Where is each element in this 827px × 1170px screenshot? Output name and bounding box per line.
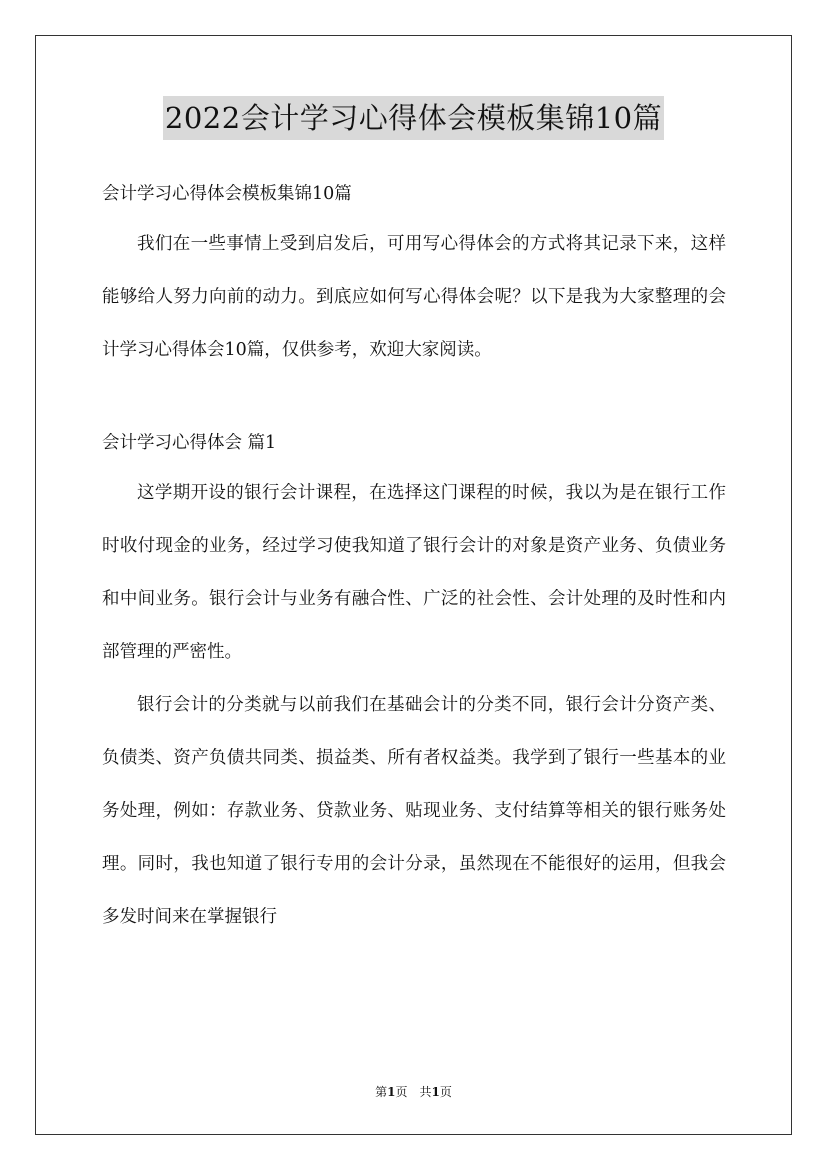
page-mid: 页 共	[395, 1085, 432, 1099]
body-paragraph: 这学期开设的银行会计课程，在选择这门课程的时候，我以为是在银行工作时收付现金的业务，经过学习使我知道了银行会计的对象是资产业务、负债业务和中间业务。银行会计与业务有融合性、广泛的社会性、会计处理的及时性和内部管理的严密性。	[102, 483, 726, 662]
page-current: 1	[387, 1085, 396, 1099]
document-body	[102, 170, 726, 944]
intro-paragraph: 我们在一些事情上受到启发后，可用写心得体会的方式将其记录下来，这样能够给人努力向前的动力。到底应如何写心得体会呢？以下是我为大家整理的会计学习心得体会10篇，仅供参考，欢迎大家阅读。	[102, 234, 726, 360]
section-heading: 会计学习心得体会 篇1	[102, 433, 277, 453]
title-container	[0, 96, 827, 140]
body-paragraph: 银行会计的分类就与以前我们在基础会计的分类不同，银行会计分资产类、负债类、资产负债共同类、损益类、所有者权益类。我学到了银行一些基本的业务处理，例如：存款业务、贷款业务、贴现业务、支付结算等相关的银行账务处理。同时，我也知道了银行专用的会计分录，虽然现在不能很好的运用，但我会多发时间来在掌握银行	[102, 695, 726, 927]
page-total: 1	[431, 1085, 440, 1099]
document-title: 2022会计学习心得体会模板集锦10篇	[163, 96, 664, 140]
page-prefix: 第	[375, 1085, 388, 1099]
document-subtitle: 会计学习心得体会模板集锦10篇	[102, 184, 352, 204]
page-suffix: 页	[439, 1085, 452, 1099]
page-footer	[0, 1083, 827, 1101]
